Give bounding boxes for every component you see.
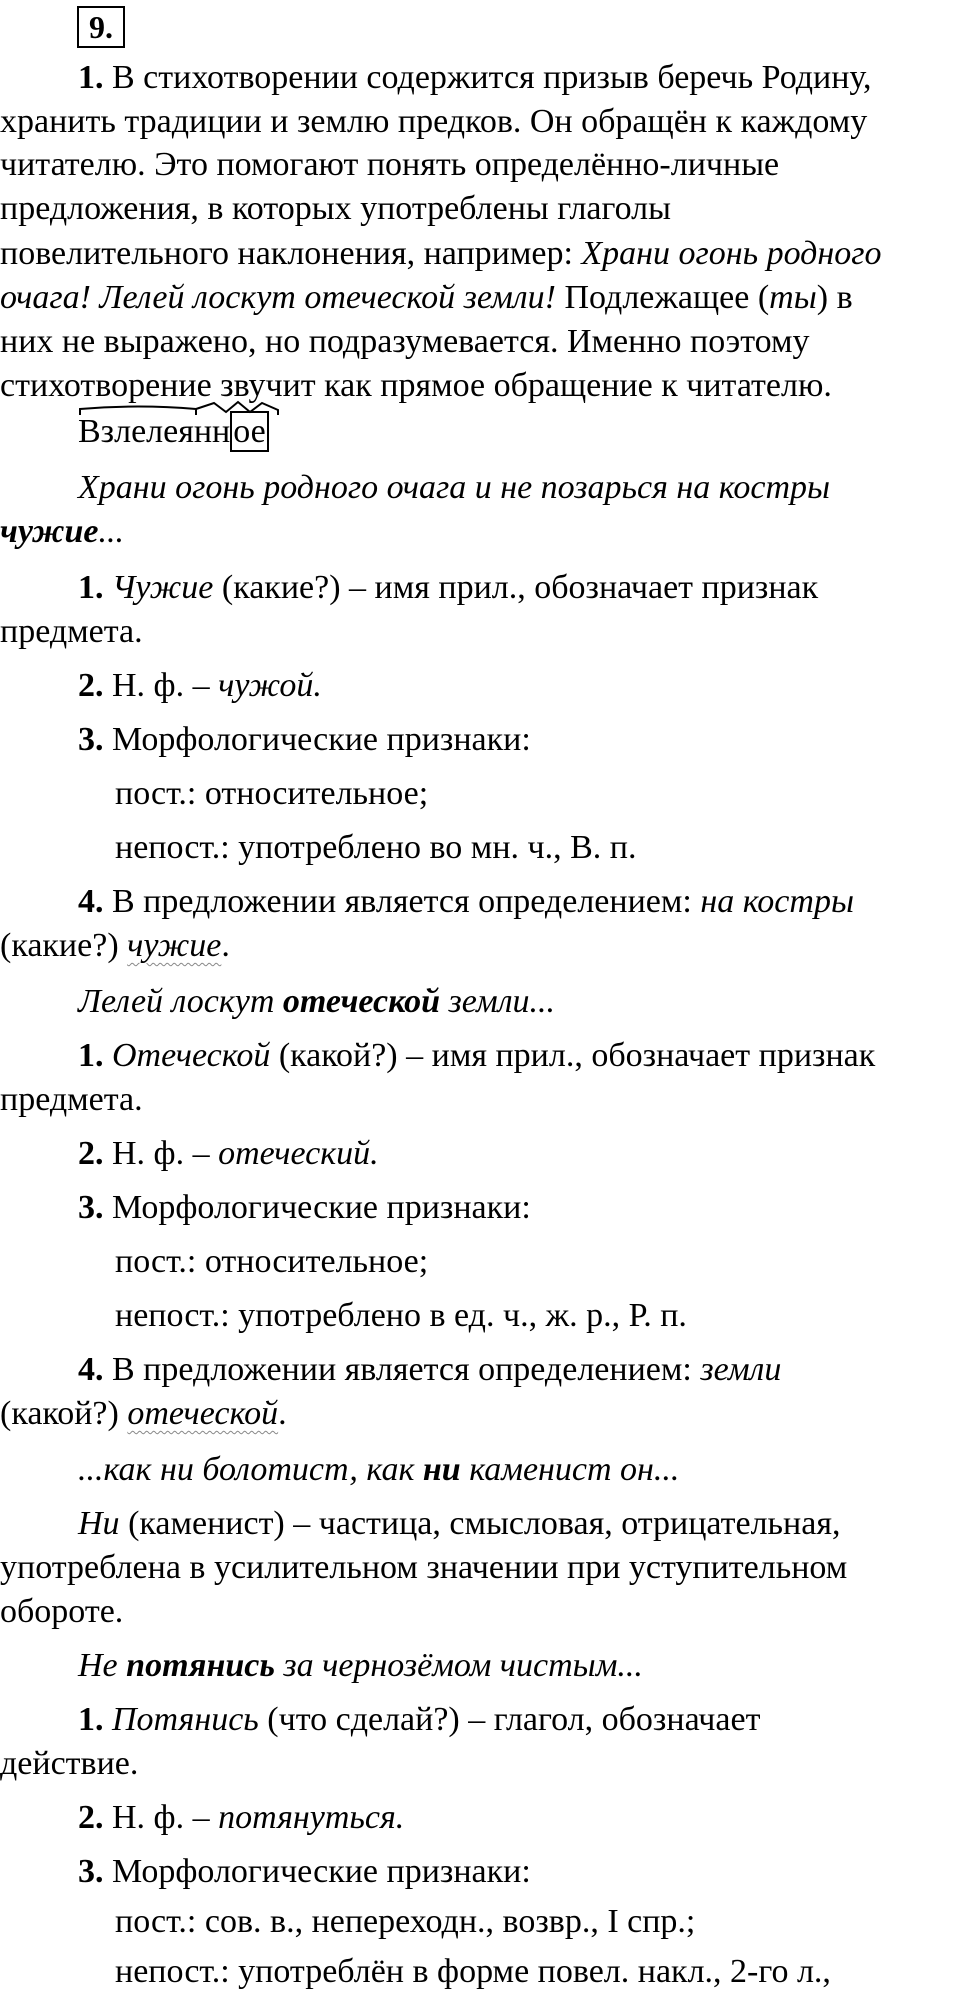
b4-item-1-cont: действие. [0, 1745, 139, 1782]
b2-item-1-cont: предмета. [0, 1081, 143, 1118]
b1-item-1-cont: предмета. [0, 613, 143, 650]
intro-line-6: очага! Лелей лоскут отеческой земли! Подлежащее (ты) в [0, 279, 853, 316]
b3-line-3: обороте. [0, 1593, 124, 1630]
b1-nepost: непост.: употреблено во мн. ч., В. п. [115, 829, 637, 866]
b1-item-4: 4. В предложении является определением: на костры [78, 883, 854, 920]
b4-nepost: непост.: употреблён в форме повел. накл., 2-го л., [115, 1953, 831, 1990]
intro-line-5: повелительного наклонения, например: Храни огонь родного [0, 235, 882, 272]
intro-line-3: читателю. Это помогают понять определённо-личные [0, 146, 780, 183]
quote-3: ...как ни болотист, как ни каменист он... [78, 1451, 680, 1488]
b1-item-1: 1. Чужие (какие?) – имя прил., обозначает признак [78, 569, 819, 606]
root-arc-icon [78, 400, 288, 416]
b1-item-4-cont: (какие?) чужие. [0, 927, 230, 964]
b4-item-3: 3. Морфологические признаки: [78, 1853, 531, 1890]
b1-post: пост.: относительное; [115, 775, 429, 812]
b2-nepost: непост.: употреблено в ед. ч., ж. р., Р. п. [115, 1297, 687, 1334]
quote-1-line-2: чужие... [0, 513, 124, 550]
b2-item-1: 1. Отеческой (какой?) – имя прил., обозначает признак [78, 1037, 876, 1074]
word-ending: ое [230, 411, 269, 452]
b2-item-2: 2. Н. ф. – отеческий. [78, 1135, 379, 1172]
b4-item-2: 2. Н. ф. – потянуться. [78, 1799, 405, 1836]
b2-item-4-cont: (какой?) отеческой. [0, 1395, 287, 1432]
quote-1-line-1: Храни огонь родного очага и не позарься на костры [78, 469, 831, 506]
b4-item-1: 1. Потянись (что сделай?) – глагол, обозначает [78, 1701, 761, 1738]
morpheme-parse-word [78, 410, 269, 454]
b4-post: пост.: сов. в., непереходн., возвр., I спр.; [115, 1903, 696, 1940]
intro-line-7: них не выражено, но подразумевается. Именно поэтому [0, 323, 810, 360]
task-number: 9. [77, 6, 125, 48]
quote-4: Не потянись за чернозёмом чистым... [78, 1647, 643, 1684]
intro-line-2: хранить традиции и землю предков. Он обращён к каждому [0, 103, 868, 140]
b1-item-2: 2. Н. ф. – чужой. [78, 667, 322, 704]
intro-line-4: предложения, в которых употреблены глаголы [0, 190, 671, 227]
b3-line-1: Ни (каменист) – частица, смысловая, отрицательная, [78, 1505, 841, 1542]
b1-item-3: 3. Морфологические признаки: [78, 721, 531, 758]
b2-item-4: 4. В предложении является определением: земли [78, 1351, 782, 1388]
quote-2: Лелей лоскут отеческой земли... [78, 983, 556, 1020]
b3-line-2: употреблена в усилительном значении при уступительном [0, 1549, 848, 1586]
b2-item-3: 3. Морфологические признаки: [78, 1189, 531, 1226]
intro-line-8: стихотворение звучит как прямое обращение к читателю. [0, 367, 832, 404]
word-stem: Взлелеянн [78, 413, 231, 450]
b2-post: пост.: относительное; [115, 1243, 429, 1280]
intro-line-1: 1. В стихотворении содержится призыв беречь Родину, [78, 59, 872, 96]
